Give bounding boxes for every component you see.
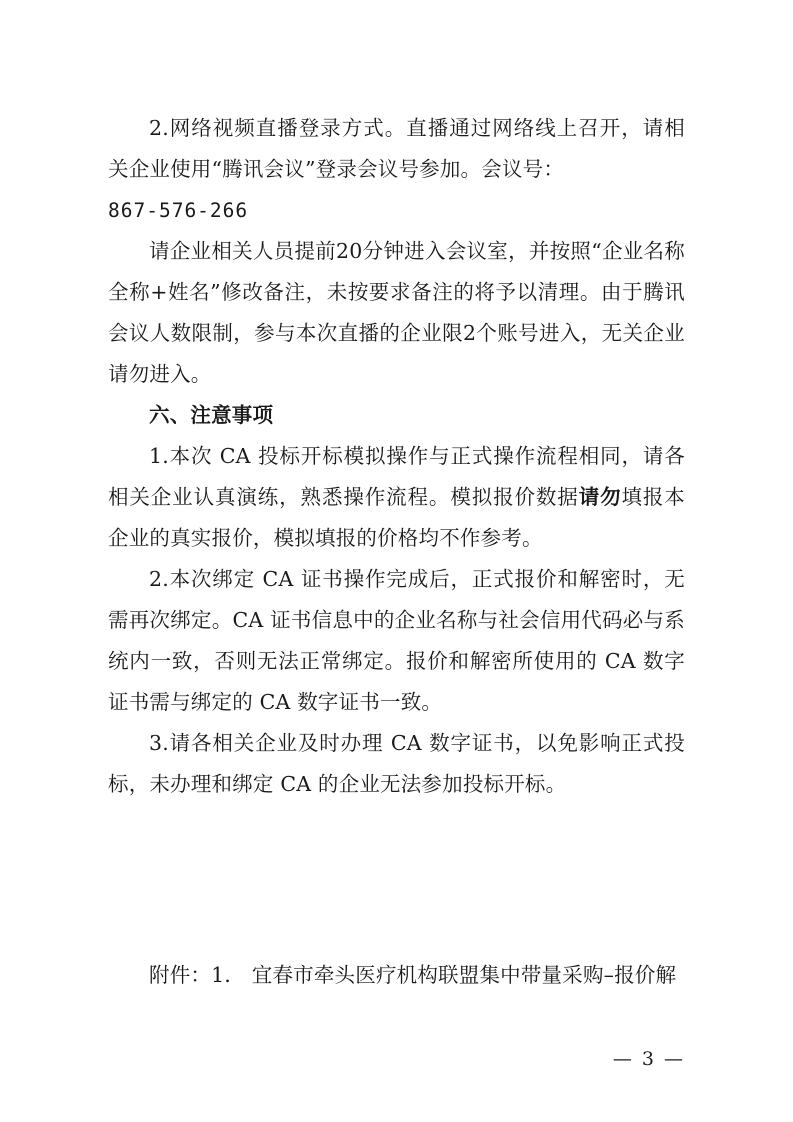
notice-1-tail: 填报本企业的真实报价，模拟填报的价格均不作参考。 xyxy=(108,485,685,550)
notice-item-3: 3.请各相关企业及时办理 CA 数字证书，以免影响正式投标，未办理和绑定 CA 的企业无法参加投标开标。 xyxy=(108,731,685,796)
notice-item-1 xyxy=(108,436,685,559)
section-heading-notices: 六、注意事项 xyxy=(149,403,274,427)
paragraph-live-stream-login: 2.网络视频直播登录方式。直播通过网络线上召开，请相关企业使用“腾讯会议”登录会议号参加。会议号： xyxy=(108,116,685,181)
attachment-line: 附件：1． 宜春市牵头医疗机构联盟集中带量采购–报价解 xyxy=(149,963,677,987)
meeting-number: 867-576-266 xyxy=(108,199,249,222)
blank-space xyxy=(108,805,685,955)
page-number: — 3 — xyxy=(612,1048,685,1070)
notice-item-2: 2.本次绑定 CA 证书操作完成后，正式报价和解密时，无需再次绑定。CA 证书信息中的企业名称与社会信用代码必与系统内一致，否则无法正常绑定。报价和解密所使用的 CA 数字证书需与绑定的 CA 数字证书一致。 xyxy=(108,567,685,714)
notice-1-lead: 1.本次 CA 投标开标模拟操作与正式操作流程相同，请各相关企业认真演练，熟悉操作流程。模拟报价数据 xyxy=(108,444,685,509)
document-body xyxy=(108,108,685,996)
notice-1-emphasis: 请勿 xyxy=(578,485,622,509)
paragraph-entry-instructions: 请企业相关人员提前20分钟进入会议室，并按照“企业名称全称+姓名”修改备注，未按要求备注的将予以清理。由于腾讯会议人数限制，参与本次直播的企业限2个账号进入，无关企业请勿进入。 xyxy=(108,239,685,386)
